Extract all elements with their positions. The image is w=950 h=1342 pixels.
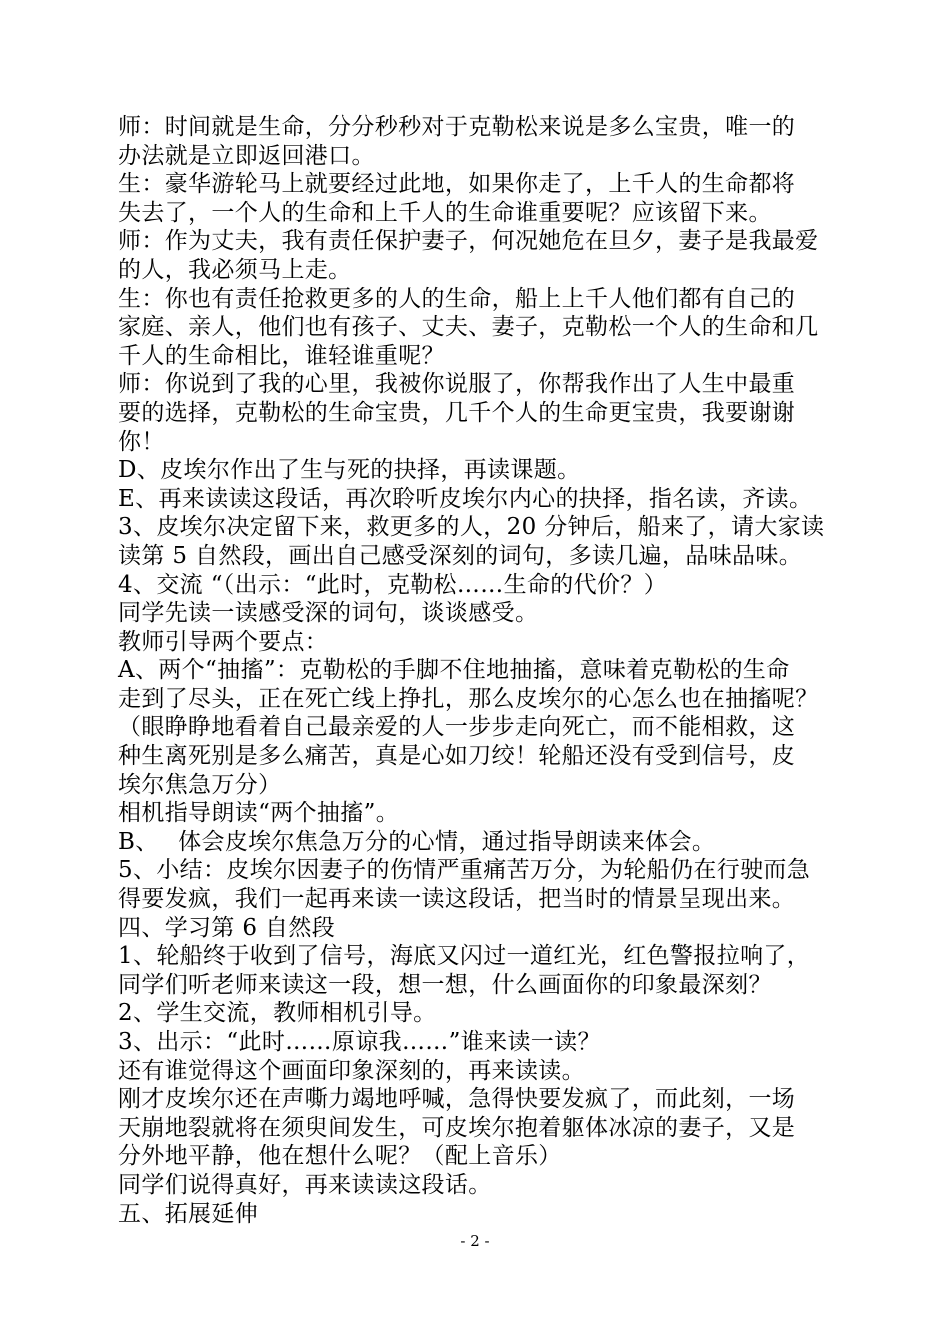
text-line: 同学先读一读感受深的词句，谈谈感受。 xyxy=(118,600,539,627)
text-line: 天崩地裂就将在须臾间发生，可皮埃尔抱着躯体冰凉的妻子，又是 xyxy=(118,1114,796,1141)
text-line: 种生离死别是多么痛苦，真是心如刀绞！轮船还没有受到信号，皮 xyxy=(118,743,796,770)
text-line: E、再来读读这段话，再次聆听皮埃尔内心的抉择，指名读，齐读。 xyxy=(118,485,813,512)
text-line: A、两个“抽搐”：克勒松的手脚不住地抽搐，意味着克勒松的生命 xyxy=(118,657,790,684)
text-line: 分外地平静，他在想什么呢？（配上音乐） xyxy=(118,1143,562,1170)
section-heading: 五、拓展延伸 xyxy=(118,1200,259,1227)
text-line: 得要发疯，我们一起再来读一读这段话，把当时的情景呈现出来。 xyxy=(118,886,796,913)
text-line: 3、皮埃尔决定留下来，救更多的人，20 分钟后，船来了，请大家读 xyxy=(118,514,825,541)
text-line: 还有谁觉得这个画面印象深刻的，再来读读。 xyxy=(118,1057,585,1084)
text-line: 生：豪华游轮马上就要经过此地，如果你走了，上千人的生命都将 xyxy=(118,171,796,198)
text-line: 相机指导朗读“两个抽搐”。 xyxy=(118,800,400,827)
text-line: 3、出示：“此时……原谅我……”谁来读一读？ xyxy=(118,1029,601,1055)
document-body xyxy=(118,113,838,1228)
text-line: 要的选择，克勒松的生命宝贵，几千个人的生命更宝贵，我要谢谢 xyxy=(118,399,796,426)
text-line: 师：时间就是生命，分分秒秒对于克勒松来说是多么宝贵，唯一的 xyxy=(118,114,796,140)
text-line: 师：作为丈夫，我有责任保护妻子，何况她危在旦夕，妻子是我最爱 xyxy=(118,228,819,255)
text-line: 生：你也有责任抢救更多的人的生命，船上上千人他们都有自己的 xyxy=(118,285,796,312)
text-line: 同学们说得真好，再来读读这段话。 xyxy=(118,1171,492,1198)
text-line: 2、学生交流，教师相机引导。 xyxy=(118,1000,437,1027)
page-number: - 2 - xyxy=(460,1232,490,1250)
text-line: （眼睁睁地看着自己最亲爱的人一步步走向死亡，而不能相救，这 xyxy=(118,714,796,741)
text-line: 5、小结：皮埃尔因妻子的伤情严重痛苦万分，为轮船仍在行驶而急 xyxy=(118,857,811,884)
text-line: 教师引导两个要点： xyxy=(118,628,329,655)
text-line: D、皮埃尔作出了生与死的抉择，再读课题。 xyxy=(118,457,581,484)
section-heading: 四、学习第 6 自然段 xyxy=(118,914,336,941)
text-line: 的人，我必须马上走。 xyxy=(118,256,352,283)
text-line: 师：你说到了我的心里，我被你说服了，你帮我作出了人生中最重 xyxy=(118,371,796,398)
text-line: 埃尔焦急万分） xyxy=(118,771,282,798)
text-line: 办法就是立即返回港口。 xyxy=(118,142,375,169)
text-line: 4、交流 “（出示：“此时，克勒松……生命的代价？） xyxy=(118,571,668,598)
text-line: 你！ xyxy=(118,428,165,455)
text-line: 刚才皮埃尔还在声嘶力竭地呼喊，急得快要发疯了，而此刻，一场 xyxy=(118,1086,796,1113)
text-line: B、 体会皮埃尔焦急万分的心情，通过指导朗读来体会。 xyxy=(118,828,716,855)
text-line: 读第 5 自然段，画出自己感受深刻的词句，多读几遍，品味品味。 xyxy=(118,542,803,569)
text-line: 千人的生命相比，谁轻谁重呢？ xyxy=(118,342,445,369)
text-line: 1、轮船终于收到了信号，海底又闪过一道红光，红色警报拉响了， xyxy=(118,943,811,970)
text-line: 走到了尽头，正在死亡线上挣扎，那么皮埃尔的心怎么也在抽搐呢？ xyxy=(118,685,819,712)
text-line: 家庭、亲人，他们也有孩子、丈夫、妻子，克勒松一个人的生命和几 xyxy=(118,314,819,341)
text-line: 同学们听老师来读这一段，想一想，什么画面你的印象最深刻？ xyxy=(118,971,772,998)
text-line: 失去了，一个人的生命和上千人的生命谁重要呢？应该留下来。 xyxy=(118,199,772,226)
